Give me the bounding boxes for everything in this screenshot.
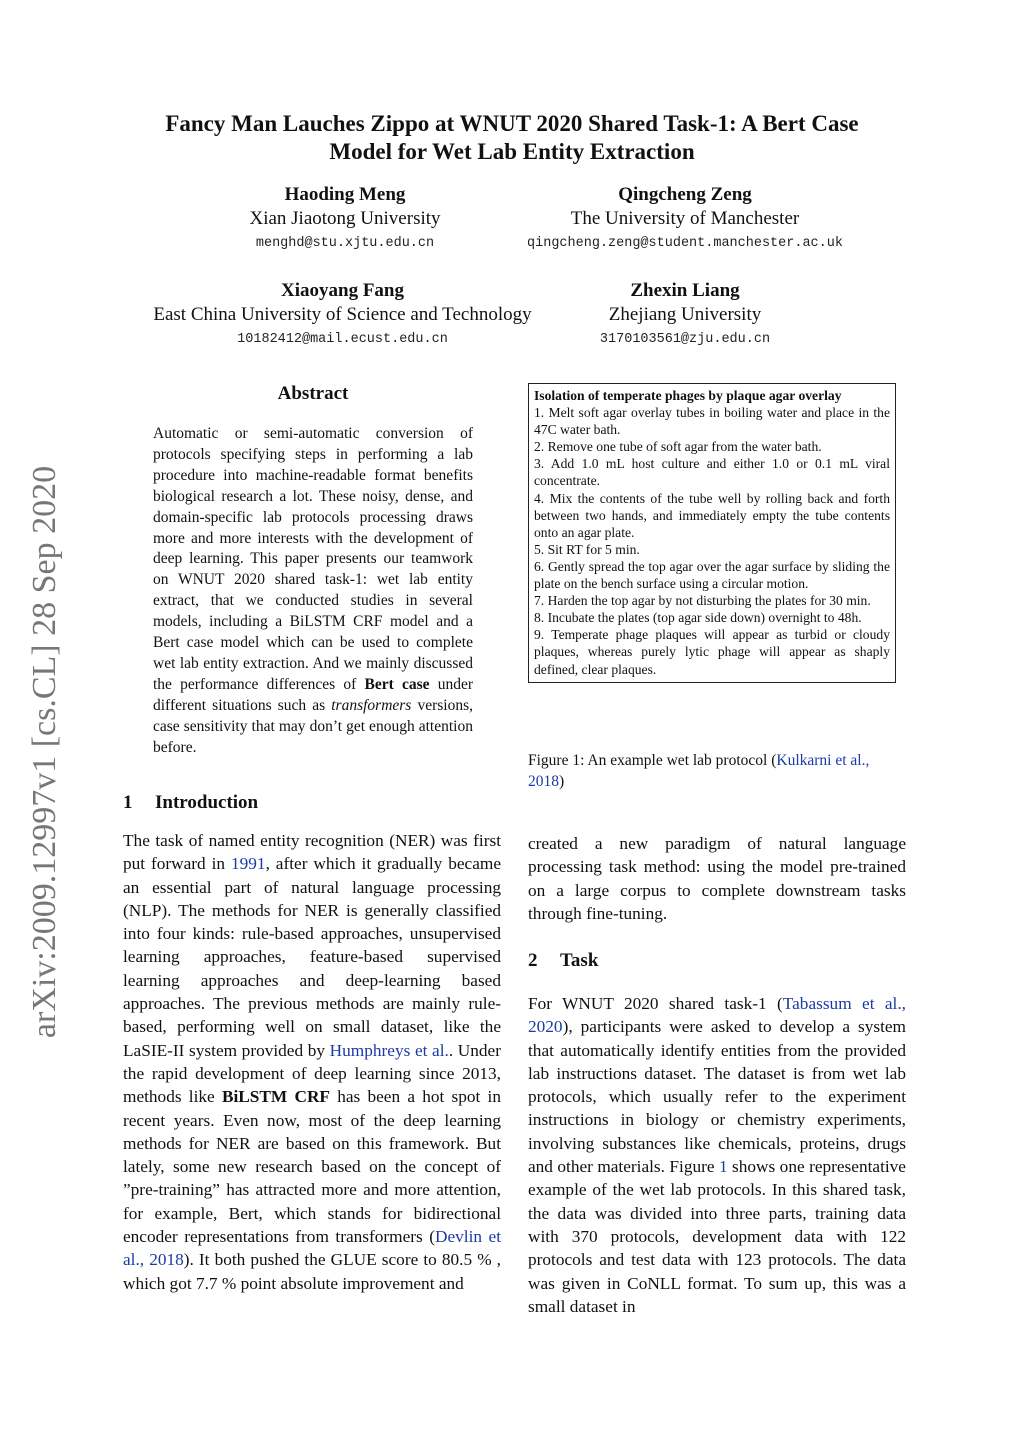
citation-link[interactable]: Devlin et al., 2018 xyxy=(123,1227,501,1270)
paper-title xyxy=(100,110,924,166)
author-name: Xiaoyang Fang xyxy=(281,280,404,301)
protocol-step: 8. Incubate the plates (top agar side down) overnight to 48h. xyxy=(534,610,862,626)
section-1-body xyxy=(123,829,501,1295)
citation-link[interactable]: Kulkarni et al., 2018 xyxy=(528,752,870,790)
abstract-italic-term: transformers xyxy=(331,696,412,714)
citation-link[interactable]: Humphreys et al. xyxy=(329,1040,449,1060)
section-number: 2 xyxy=(528,950,538,971)
figure-reference-link[interactable]: 1 xyxy=(718,1157,728,1177)
caption-text: ) xyxy=(559,773,565,790)
abstract-heading: Abstract xyxy=(277,383,349,404)
section-title: Task xyxy=(560,950,599,971)
figure-1-protocol-box xyxy=(528,383,896,683)
protocol-step: 9. Temperate phage plaques will appear as turbid or cloudy plaques, whereas purely lytic phage will appear as shaply defined, clear plaques. xyxy=(534,627,890,677)
abstract-text-part: under different situations such as xyxy=(153,675,473,714)
section-title: Introduction xyxy=(155,792,259,813)
protocol-step: 6. Gently spread the top agar over the agar surface by sliding the plate on the bench surface using a circular motion. xyxy=(534,558,890,592)
author-affiliation: East China University of Science and Technology xyxy=(153,304,532,325)
protocol-step: 7. Harden the top agar by not disturbing the plates for 30 min. xyxy=(534,593,871,609)
author-email: 3170103561@zju.edu.cn xyxy=(599,332,771,347)
citation-link[interactable]: 1991 xyxy=(231,854,266,874)
arxiv-sidebar-id: arXiv:2009.12997v1 [cs.CL] 28 Sep 2020 xyxy=(26,465,63,1039)
author-email: 10182412@mail.ecust.edu.cn xyxy=(237,332,448,347)
author-affiliation: The University of Manchester xyxy=(570,208,800,229)
body-text-part: The task of named entity recognition (NER) was first put forward in xyxy=(123,831,501,874)
body-bold-term: BiLSTM CRF xyxy=(221,1087,330,1107)
author-block-1 xyxy=(190,183,500,255)
protocol-step: 5. Sit RT for 5 min. xyxy=(534,541,640,557)
body-text-part: shows one representative example of the wet lab protocols. In this shared task, the data was divided into three parts, training data with 370 protocols, development data with 122 protocols and test data with 123 protocols. The data was given in CoNLL format. To sum up, this was a small dataset in xyxy=(528,1157,906,1316)
section-2-body xyxy=(528,992,906,1318)
body-text-part: , after which it gradually became an essential part of natural language processing (NLP). The methods for NER is generally classified into four kinds: rule-based approaches, unsupervised learning approaches, feature-based supervised learning approaches and deep-learning based approaches. The previous methods are mainly rule-based, performing well on small dataset, like the LaSIE-II system provided by xyxy=(123,854,502,1060)
section-2-heading xyxy=(528,950,598,972)
author-email: qingcheng.zeng@student.manchester.ac.uk xyxy=(527,236,843,251)
author-block-3 xyxy=(125,279,560,351)
author-name: Qingcheng Zeng xyxy=(618,184,752,205)
body-text-part: For WNUT 2020 shared task-1 ( xyxy=(528,994,783,1013)
author-block-2 xyxy=(490,183,880,255)
section-1-body-continued: created a new paradigm of natural language processing task method: using the model pre-trained on a large corpus to complete downstream tasks through fine-tuning. xyxy=(528,834,906,923)
section-1-heading xyxy=(123,792,258,814)
protocol-step: 3. Add 1.0 mL host culture and either 1.0 or 0.1 mL viral concentrate. xyxy=(534,456,890,489)
abstract-text-part: versions, case sensitivity that may don’t get enough attention before. xyxy=(153,696,473,756)
paper-title-line-2: Model for Wet Lab Entity Extraction xyxy=(329,139,695,164)
author-name: Zhexin Liang xyxy=(630,280,740,301)
body-text-part: ), participants were asked to develop a system that automatically identify entities from the provided lab instructions dataset. The dataset is from wet lab protocols, which usually refer to the experiment instructions in biology or chemistry experiments, involving substances like chemicals, proteins, drugs and other materials. Figure xyxy=(528,1017,906,1177)
author-email: menghd@stu.xjtu.edu.cn xyxy=(255,236,435,251)
author-block-4 xyxy=(560,279,810,351)
author-affiliation: Xian Jiaotong University xyxy=(249,208,441,229)
protocol-step: 4. Mix the contents of the tube well by rolling back and forth between two hands, and immediately empty the tube contents onto an agar plate. xyxy=(534,490,890,540)
author-affiliation: Zhejiang University xyxy=(608,304,762,325)
section-number: 1 xyxy=(123,792,133,813)
citation-link[interactable]: Tabassum et al., 2020 xyxy=(528,994,906,1037)
body-text-part: has been a hot spot in recent years. Even now, most of the deep learning methods for NER are based on this framework. But lately, some new research based on the concept of ”pre-training” has attracted more and more attention, for example, Bert, which stands for bidirectional encoder representations from transformers ( xyxy=(123,1087,501,1247)
body-text-part: . Under the rapid development of deep learning since 2013, methods like xyxy=(123,1040,501,1107)
abstract-text-part: Automatic or semi-automatic conversion of protocols specifying steps in performing a lab procedure into machine-readable format benefits biological research a lot. These noisy, dense, and domain-specific lab protocols processing draws more and more interests with the development of deep learning. This paper presents our teamwork on WNUT 2020 shared task-1: wet lab entity extract, that we conducted studies in several models, including a BiLSTM CRF model and a Bert case model which can be used to complete wet lab entity extraction. And we mainly discussed the performance differences of xyxy=(153,425,473,693)
author-name: Haoding Meng xyxy=(284,184,406,205)
protocol-step: 2. Remove one tube of soft agar from the water bath. xyxy=(534,439,822,455)
caption-text: Figure 1: An example wet lab protocol ( xyxy=(528,752,777,769)
paper-title-line-1: Fancy Man Lauches Zippo at WNUT 2020 Shared Task-1: A Bert Case xyxy=(165,111,859,136)
body-text-part: ). It both pushed the GLUE score to 80.5 % , which got 7.7 % point absolute improvement and xyxy=(123,1250,501,1293)
abstract-text xyxy=(153,424,473,759)
protocol-heading: Isolation of temperate phages by plaque agar overlay xyxy=(534,388,842,403)
figure-1-caption xyxy=(528,750,908,792)
abstract-bold-term: Bert case xyxy=(364,675,430,693)
protocol-step: 1. Melt soft agar overlay tubes in boiling water and place in the 47C water bath. xyxy=(534,405,890,438)
